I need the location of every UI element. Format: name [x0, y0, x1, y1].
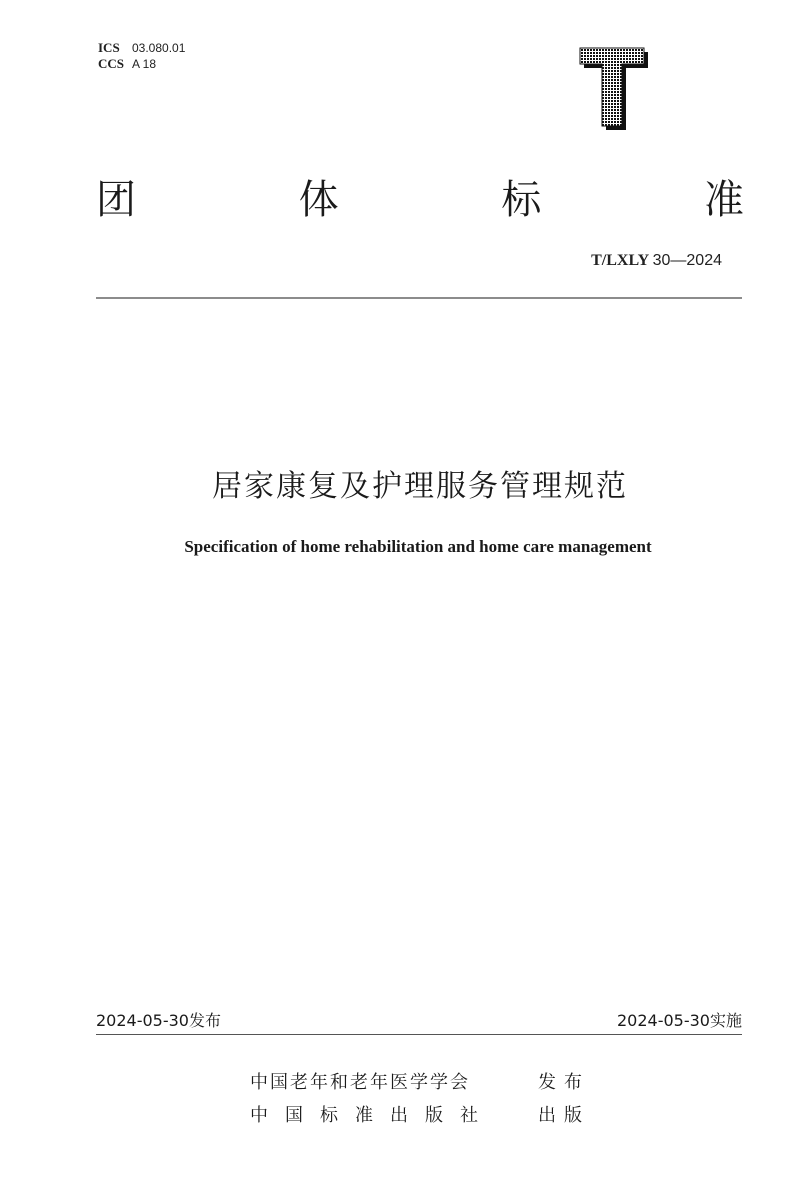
- release-date: 2024-05-30发布: [96, 1011, 221, 1030]
- publisher-role: 发布: [538, 1072, 590, 1093]
- standard-type-char: 准: [703, 177, 744, 223]
- publisher-role: 出版: [538, 1105, 590, 1126]
- ics-code: [98, 40, 185, 56]
- ccs-value: A 18: [132, 57, 157, 71]
- publisher-name: 中国标准出版社: [250, 1105, 495, 1126]
- standard-number-value: 30—2024: [652, 252, 722, 269]
- ics-value: 03.080.01: [132, 41, 186, 55]
- standard-type-char: 标: [501, 177, 542, 223]
- standard-type-char: 体: [298, 177, 339, 223]
- ics-label: ICS: [98, 40, 120, 55]
- document-title-english: Specification of home rehabilitation and home care management: [184, 537, 652, 556]
- publisher-row: [250, 1068, 590, 1094]
- standard-number: [591, 252, 722, 270]
- footer-divider: [96, 1034, 742, 1035]
- classification-codes: [98, 40, 185, 72]
- publisher-row: [250, 1101, 590, 1127]
- t-logo-icon: [578, 46, 650, 132]
- publisher-name: 中国老年和老年医学学会: [250, 1072, 470, 1093]
- standard-type-heading: [96, 176, 744, 224]
- ccs-code: [98, 56, 185, 72]
- header-divider: [96, 297, 742, 299]
- document-title-chinese: 居家康复及护理服务管理规范: [212, 469, 628, 504]
- standard-number-prefix: T/LXLY: [591, 252, 649, 269]
- standard-type-char: 团: [96, 177, 136, 223]
- t-group-standard-logo: [578, 46, 650, 132]
- implementation-date: 2024-05-30实施: [617, 1011, 742, 1030]
- ccs-label: CCS: [98, 56, 125, 71]
